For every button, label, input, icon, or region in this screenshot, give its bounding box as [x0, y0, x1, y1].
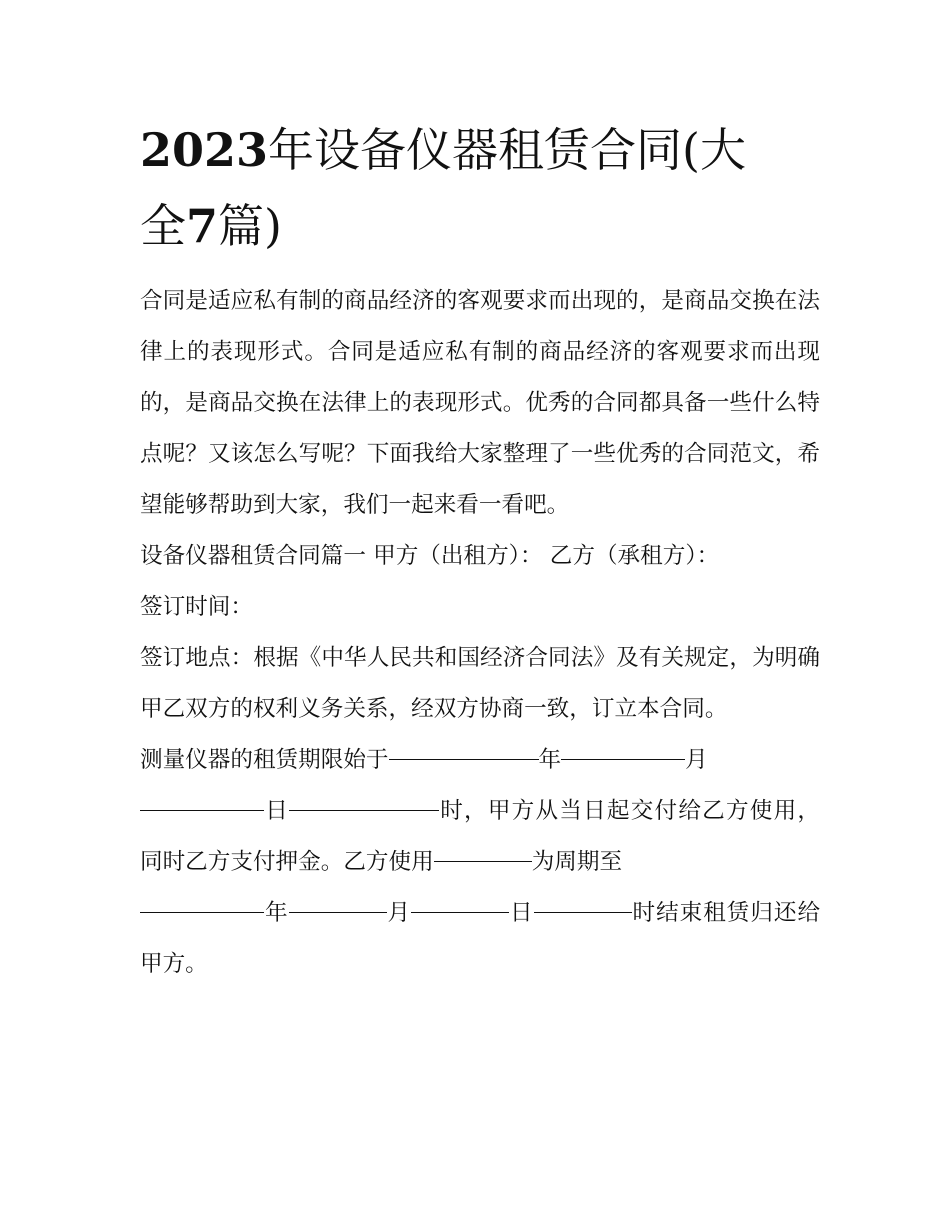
fill-in-blank	[434, 861, 532, 862]
parties-paragraph: 设备仪器租赁合同篇一 甲方（出租方）： 乙方（承租方）：	[140, 543, 720, 569]
intro-paragraph: 合同是适应私有制的商品经济的客观要求而出现的，是商品交换在法律上的表现形式。合同是适应私有制的商品经济的客观要求而出现的，是商品交换在法律上的表现形式。优秀的合同都具备一些什么特点呢？又该怎么写呢？下面我给大家整理了一些优秀的合同范文，希望能够帮助到大家，我们一起来看一看吧。	[140, 288, 820, 518]
title-text-2: 全	[140, 199, 186, 253]
title-count: 7	[186, 199, 219, 253]
fill-in-blank	[289, 810, 439, 811]
fill-in-blank	[389, 759, 539, 760]
lease-text: 为周期至	[531, 849, 623, 875]
lease-text: 日	[509, 900, 534, 926]
fill-in-blank	[411, 912, 509, 913]
fill-in-blank	[140, 810, 264, 811]
title-year: 2023	[140, 123, 269, 177]
fill-in-blank	[561, 759, 685, 760]
lease-text: 月	[386, 900, 412, 926]
fill-in-blank	[534, 912, 632, 913]
lease-text: 时，甲方从当日起交付给乙方使用，同时乙方支付押金。乙方使用	[140, 798, 821, 875]
lease-text: 年	[538, 747, 562, 773]
sign-time-paragraph: 签订时间：	[140, 594, 253, 620]
lease-text: 年	[264, 900, 289, 926]
sign-place-paragraph: 签订地点：根据《中华人民共和国经济合同法》及有关规定，为明确甲乙双方的权利义务关系，经双方协商一致，订立本合同。	[140, 645, 820, 722]
fill-in-blank	[140, 912, 264, 913]
title-text-1: 年设备仪器租赁合同(大	[268, 123, 746, 177]
lease-text: 时结束租赁归还给甲方。	[140, 900, 821, 977]
lease-text: 日	[264, 798, 290, 824]
document-body	[140, 276, 820, 990]
lease-text: 测量仪器的租赁期限始于	[140, 747, 389, 773]
lease-term-paragraph	[140, 735, 820, 990]
lease-text: 月	[685, 747, 708, 773]
document-title	[140, 112, 820, 264]
fill-in-blank	[289, 912, 387, 913]
title-text-3: 篇)	[218, 199, 282, 253]
